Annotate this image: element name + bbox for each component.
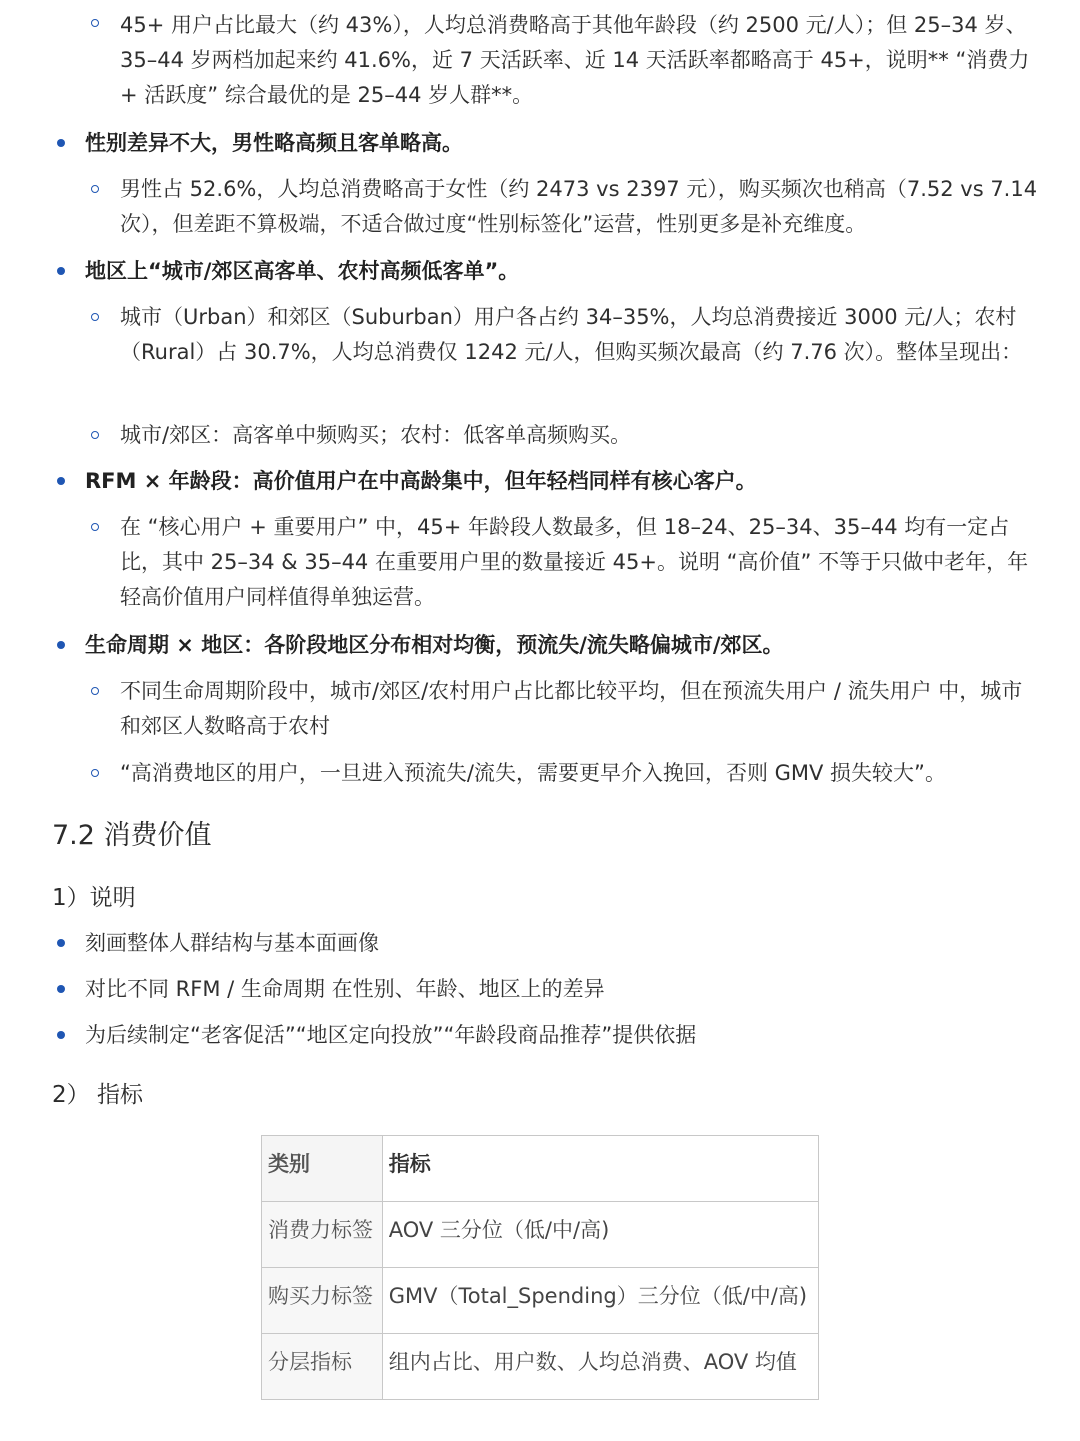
bullet-icon — [57, 477, 65, 485]
metrics-heading: 2） 指标 — [52, 1082, 143, 1108]
table-cell-metric: GMV（Total_Spending）三分位（低/中/高) — [382, 1268, 818, 1334]
bullet-icon — [57, 985, 65, 993]
bullet-icon — [57, 267, 65, 275]
table-cell-category: 购买力标签 — [262, 1268, 383, 1334]
sub-bullet-icon — [91, 769, 99, 777]
lifecycle-heading: 生命周期 × 地区：各阶段地区分布相对均衡，预流失/流失略偏城市/郊区。 — [85, 633, 784, 657]
explain-item: 为后续制定“老客促活”“地区定向投放”“年龄段商品推荐”提供依据 — [85, 1023, 697, 1047]
section-title: 7.2 消费价值 — [52, 820, 212, 851]
lifecycle-detail-text-2: “高消费地区的用户，一旦进入预流失/流失，需要更早介入挽回，否则 GMV 损失较大”。 — [120, 761, 946, 785]
bullet-icon — [57, 1031, 65, 1039]
sub-bullet-icon — [91, 523, 99, 531]
age-detail-text: 45+ 用户占比最大（约 43%），人均总消费略高于其他年龄段（约 2500 元/人）；但 25–34 岁、35–44 岁两档加起来约 41.6%，近 7 天活跃率、近 14 天活跃率都略高于 45+，说明** “消费力 + 活跃度” 综合最优的是 25–44 岁人群**。 — [120, 13, 1030, 107]
table-row — [262, 1268, 819, 1334]
sub-bullet-icon — [91, 687, 99, 695]
bullet-icon — [57, 641, 65, 649]
table-header-row — [262, 1136, 819, 1202]
metrics-table — [261, 1135, 819, 1400]
region-heading: 地区上“城市/郊区高客单、农村高频低客单”。 — [85, 259, 520, 283]
table-row — [262, 1202, 819, 1268]
table-cell-metric: AOV 三分位（低/中/高) — [382, 1202, 818, 1268]
gender-detail-text: 男性占 52.6%，人均总消费略高于女性（约 2473 vs 2397 元），购买频次也稍高（7.52 vs 7.14 次），但差距不算极端，不适合做过度“性别标签化”运营，性别更多是补充维度。 — [120, 177, 1038, 236]
explain-item: 刻画整体人群结构与基本面画像 — [85, 931, 379, 955]
rfm-detail-text: 在 “核心用户 + 重要用户” 中，45+ 年龄段人数最多，但 18–24、25–34、35–44 均有一定占比，其中 25–34 & 35–44 在重要用户里的数量接近 45+。说明 “高价值” 不等于只做中老年，年轻高价值用户同样值得单独运营。 — [120, 515, 1029, 609]
sub-bullet-icon — [91, 19, 99, 27]
table-cell-metric: 组内占比、用户数、人均总消费、AOV 均值 — [382, 1334, 818, 1400]
table-header-cell: 类别 — [262, 1136, 383, 1202]
table-cell-category: 消费力标签 — [262, 1202, 383, 1268]
table-row — [262, 1334, 819, 1400]
bullet-icon — [57, 939, 65, 947]
region-detail-text-2: 城市/郊区：高客单中频购买；农村：低客单高频购买。 — [120, 423, 632, 447]
sub-bullet-icon — [91, 313, 99, 321]
rfm-heading: RFM × 年龄段：高价值用户在中高龄集中，但年轻档同样有核心客户。 — [85, 469, 757, 493]
explain-item: 对比不同 RFM / 生命周期 在性别、年龄、地区上的差异 — [85, 977, 605, 1001]
lifecycle-detail-text: 不同生命周期阶段中，城市/郊区/农村用户占比都比较平均，但在预流失用户 / 流失用户 中，城市和郊区人数略高于农村 — [120, 679, 1023, 738]
sub-bullet-icon — [91, 185, 99, 193]
explain-heading: 1）说明 — [52, 885, 136, 911]
bullet-icon — [57, 139, 65, 147]
sub-bullet-icon — [91, 431, 99, 439]
region-detail-text: 城市（Urban）和郊区（Suburban）用户各占约 34–35%，人均总消费接近 3000 元/人；农村（Rural）占 30.7%，人均总消费仅 1242 元/人，但购买频次最高（约 7.76 次）。整体呈现出： — [120, 305, 1023, 364]
table-cell-category: 分层指标 — [262, 1334, 383, 1400]
table-header-cell: 指标 — [382, 1136, 818, 1202]
gender-heading: 性别差异不大，男性略高频且客单略高。 — [85, 131, 463, 155]
